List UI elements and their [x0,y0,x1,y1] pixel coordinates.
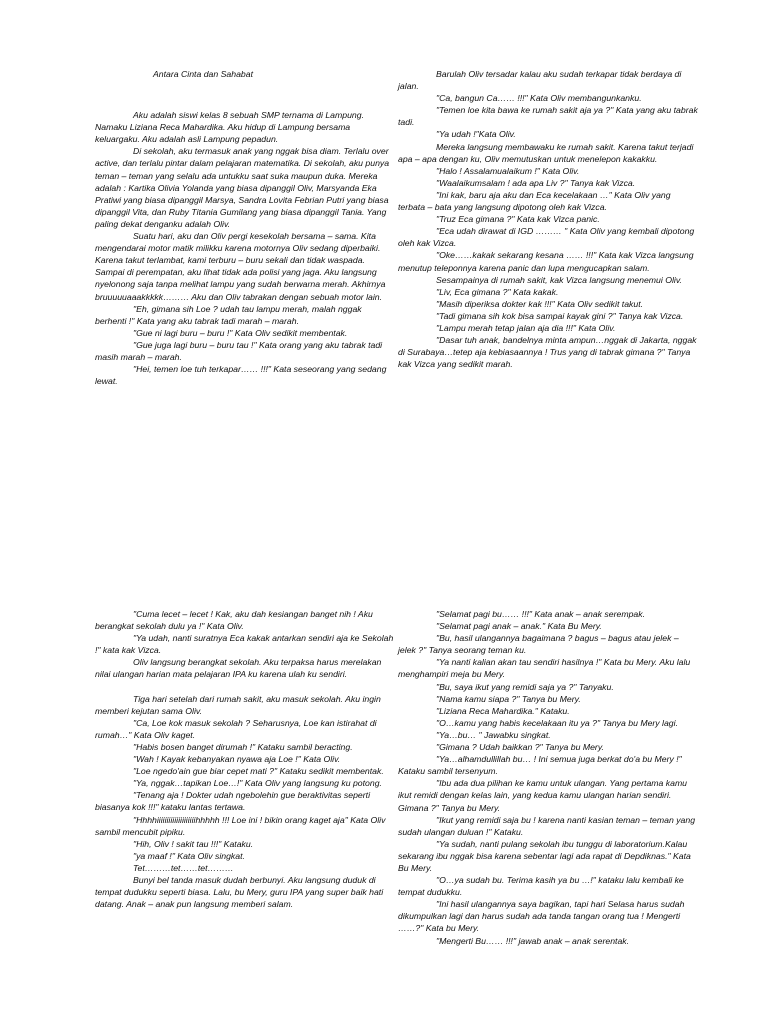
paragraph: "Nama kamu siapa ?" Tanya bu Mery. [436,693,581,704]
paragraph: "Eh, gimana sih Loe ? udah tau lampu merah, malah nggak berhenti !" Kata yang aku tabrak tadi marah – marah. [95,303,362,326]
paragraph: Barulah Oliv tersadar kalau aku sudah terkapar tidak berdaya di jalan. [398,69,682,92]
paragraph: "Mengerti Bu…… !!!" jawab anak – anak serentak. [436,935,630,946]
paragraph: "Liv, Eca gimana ?" Kata kakak. [436,286,559,297]
paragraph: Mereka langsung membawaku ke rumah sakit. Karena takut terjadi apa – apa dengan ku, Oliv memutuskan untuk menelepon kakakku. [398,141,694,164]
paragraph: "Ya sudah, nanti pulang sekolah ibu tunggu di laboratorium.Kalau sekarang ibu nggak bisa karena sebentar lagi ada rapat di Depdiknas." Kata Bu Mery. [398,838,691,873]
paragraph: "Gue juga lagi buru – buru tau !" Kata orang yang aku tabrak tadi masih marah – marah. [95,339,383,362]
paragraph: "Halo ! Assalamualaikum !" Kata Oliv. [436,165,580,176]
paragraph-gap [95,681,395,693]
paragraph: "Oke……kakak sekarang kesana …… !!!" Kata kak Vizca langsung menutup teleponnya karena panic dan lupa mengucapkan salam. [398,250,694,273]
paragraph: "Ya…bu… " Jawabku singkat. [436,729,551,740]
paragraph: "Cuma lecet – lecet ! Kak, aku dah kesiangan banget nih ! Aku berangkat sekolah dulu ya !" Kata Oliv. [95,609,373,632]
paragraph: "Ca, bangun Ca…… !!!" Kata Oliv membangunkanku. [436,93,642,104]
paragraph: "Gue ni lagi buru – buru !" Kata Oliv sedikit membentak. [133,327,348,338]
page1-right-column [398,68,698,370]
paragraph: "Truz Eca gimana ?" Kata kak Vizca panic. [436,214,600,225]
paragraph: Bunyi bel tanda masuk dudah berbunyi. Aku langsung duduk di tempat dudukku seperti biasa. Lalu, bu Mery, guru IPA yang super baik hati datang. Anak – anak pun langsung memberi salam. [95,874,384,910]
paragraph: "Lampu merah tetap jalan aja dia !!!" Kata Oliv. [436,322,616,333]
paragraph: "Masih diperiksa dokter kak !!!" Kata Oliv sedikit takut. [436,298,644,309]
paragraph: "Ca, Loe kok masuk sekolah ? Seharusnya, Loe kan istirahat di rumah…" Kata Oliv kaget. [95,717,377,740]
paragraph: "Hei, temen loe tuh terkapar…… !!!" Kata seseorang yang sedang lewat. [95,364,387,387]
paragraph: "Bu, saya ikut yang remidi saja ya ?" Tanyaku. [436,681,614,692]
paragraph: "Selamat pagi anak – anak." Kata Bu Mery. [436,621,602,632]
paragraph: "Dasar tuh anak, bandelnya minta ampun…nggak di Jakarta, nggak di Surabaya…tetep aja kebiasaannya ! Trus yang di tabrak gimana ?" Tanya kak Vizca yang sedikit marah. [398,335,697,370]
paragraph: "ya maaf !" Kata Oliv singkat. [133,850,245,861]
story-title: Antara Cinta dan Sahabat [153,69,253,79]
paragraph: "O…kamu yang habis kecelakaan itu ya ?" Tanya bu Mery lagi. [436,717,678,728]
paragraph: "Ini kak, baru aja aku dan Eca kecelakaan …" Kata Oliv yang terbata – bata yang langsung dipotong oleh kak Vizca. [398,189,671,213]
paragraph: "Ibu ada dua pilihan ke kamu untuk ulangan. Yang pertama kamu ikut remidi dengan kelas lain, yang kedua kamu ulangan harian sendiri. Gimana ?" Tanya bu Mery. [398,778,688,813]
paragraph: "Wah ! Kayak kebanyakan nyawa aja Loe !" Kata Oliv. [133,754,341,765]
paragraph: "Ikut yang remidi saja bu ! karena nanti kasian teman – teman yang sudah ulangan duluan !" Kataku. [398,814,696,837]
paragraph: Aku adalah siswi kelas 8 sebuah SMP ternama di Lampung. Namaku Liziana Reca Mahardika. Aku hidup di Lampung bersama keluargaku. Aku adalah asli Lampung pepadun. [95,110,364,145]
paragraph: "Ya…alhamdullillah bu… ! Ini semua juga berkat do'a bu Mery !" Kataku sambil tersenyum. [398,754,682,777]
paragraph: "Ya udah !"Kata Oliv. [436,129,516,140]
paragraph: "Tenang aja ! Dokter udah ngebolehin gue beraktivitas seperti biasanya kok !!!" kataku lantas tertawa. [95,790,371,813]
page2-left-column [95,608,395,910]
paragraph: Tet………tet……tet……… [133,862,234,873]
paragraph: "Liziana Reca Mahardika." Kataku. [436,705,570,716]
paragraph: "Tadi gimana sih kok bisa sampai kayak gini ?" Tanya kak Vizca. [436,310,684,321]
paragraph: "Hih, Oliv ! sakit tau !!!" Kataku. [133,838,254,849]
paragraph: "Bu, hasil ulangannya bagaimana ? bagus – bagus atau jelek – jelek ?" Tanya seorang teman ku. [398,633,679,656]
paragraph: Oliv langsung berangkat sekolah. Aku terpaksa harus merelakan nilai ulangan harian mata pelajaran IPA ku karena ulah ku sendiri. [95,657,382,680]
page2-right-column [398,608,698,947]
paragraph: "Waalaikumsalam ! ada apa Liv ?" Tanya kak Vizca. [436,177,636,188]
paragraph: "Ya udah, nanti suratnya Eca kakak antarkan sendiri aja ke Sekolah !" kata kak Vizca. [95,633,394,656]
paragraph: "Ya nanti kalian akan tau sendiri hasilnya !" Kata bu Mery. Aku lalu menghampiri meja bu Mery. [398,657,691,680]
paragraph: Suatu hari, aku dan Oliv pergi kesekolah bersama – sama. Kita mengendarai motor matik milikku karena motornya Oliv sedang diperbaiki. Karena takut terlambat, kami terburu – buru sekali dan tidak waspada. Sampai di perempatan, aku lihat tidak ada polisi yang jaga. Aku langsung nyelonong saja tanpa melihat lampu yang sudah berwarna merah. Akhirnya bruuuuuaaakkkkk……… Aku dan Oliv tabrakan dengan sebuah motor lain. [95,231,386,302]
paragraph: "Ini hasil ulangannya saya bagikan, tapi hari Selasa harus sudah dikumpulkan lagi dan harus sudah ada tanda tangan orang tua ! Mengerti ……?" Kata bu Mery. [398,899,685,934]
page1-left-column [95,68,395,387]
paragraph: "Ya, nggak…tapikan Loe…!" Kata Oliv yang langsung ku potong. [133,778,382,789]
paragraph: "Habis bosen banget dirumah !" Kataku sambil beracting. [133,741,353,752]
paragraph: Di sekolah, aku termasuk anak yang nggak bisa diam. Terlalu over active, dan terlalu pintar dalam pelajaran matematika. Di sekolah, aku punya teman – teman yang selalu ada untukku saat suka maupun duka. Mereka adalah : Kartika Olivia Yolanda yang biasa dipanggil Oliv, Marsyanda Eka Pratiwi yang biasa dipanggil Marsya, Sandra Lovita Febrian Putri yang biasa dipanggil Vita, dan Ruby Titania Gumilang yang biasa dipanggil Tania. Yang paling dekat denganku adalah Oliv. [95,146,390,229]
paragraph: "Gimana ? Udah baikkan ?" Tanya bu Mery. [436,742,604,753]
paragraph: "Loe ngedo'ain gue biar cepet mati ?" Kataku sedikit membentak. [133,766,384,777]
paragraph: Sesampainya di rumah sakit, kak Vizca langsung menemui Oliv. [436,274,682,285]
paragraph: "Selamat pagi bu…… !!!" Kata anak – anak serempak. [436,609,645,619]
paragraph: "Temen loe kita bawa ke rumah sakit aja ya ?" Kata yang aku tabrak tadi. [398,105,698,128]
paragraph: "Hhhhiiiiiiiiiiiiiiiiiiiihhhhh !!! Loe ini ! bikin orang kaget aja" Kata Oliv sambil mencubit pipiku. [95,814,386,837]
paragraph: "Eca udah dirawat di IGD ……… " Kata Oliv yang kembali dipotong oleh kak Vizca. [398,226,695,249]
paragraph: Tiga hari setelah dari rumah sakit, aku masuk sekolah. Aku ingin memberi kejutan sama Oliv. [95,693,381,716]
paragraph: "O…ya sudah bu. Terima kasih ya bu …!" kataku lalu kembali ke tempat dudukku. [398,875,684,898]
